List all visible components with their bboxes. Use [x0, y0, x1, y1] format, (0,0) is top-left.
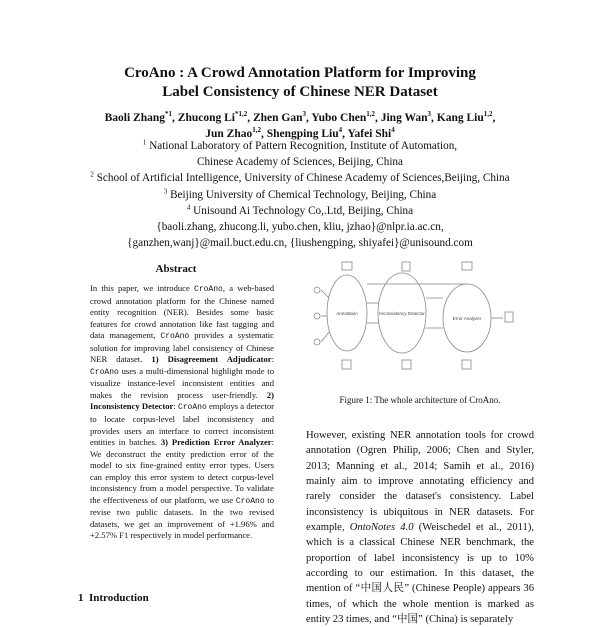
monitor-icon	[342, 262, 352, 270]
author-line-2: Jun Zhao$^{1,2}$, Shengping Liu$^4$, Yafei Shi$^4$	[205, 126, 395, 140]
author-sup: 1,2	[366, 110, 375, 119]
chart-icon	[342, 360, 351, 369]
chart-icon	[462, 360, 471, 369]
feature-title: 3) Prediction Error Analyzer	[160, 437, 272, 448]
platform-name: CroAno	[235, 496, 265, 506]
author-name: Shengping Liu	[266, 128, 339, 140]
feature-title: 1) Disagreement Adjudicator	[151, 354, 272, 365]
intro-paragraph: However, existing NER annotation tools for crowd annotation (Ogren Philip, 2006; Chen and Styler, 2013; Manning et al., 2014; Samih et al., 2016) mainly aim to improve annotating efficiency and rarely consider the dataset's consistency. Label inconsistency is ubiquitous in NER datasets. For example, OntoNotes 4.0 (Weischedel et al., 2011), which is a classical Chinese NER benchmark, the proportion of label inconsistency is up to 10% according to our estimation. In this dataset, the mention of “中国人民” (Chinese People) appears 36 times, of which the whole mention is marked as entity 23 times, and “中国” (China) is separately	[306, 430, 535, 626]
platform-name: CroAno	[90, 367, 119, 377]
author-sup: 4	[338, 126, 343, 135]
architecture-figure	[307, 258, 533, 380]
author-name: Zhen Gan	[252, 112, 303, 124]
affiliation-line: $^4$ Unisound Ai Technology Co,.Ltd, Beijing, China	[186, 203, 414, 217]
platform-name: CroAno	[160, 332, 190, 342]
paper-title	[0, 64, 600, 102]
author-line-1: Baoli Zhang$^{*1}$, Zhucong Li$^{*1,2}$, Zhen Gan$^3$, Yubo Chen$^{1,2}$, Jing Wan$^3$, Kang Liu$^{1,2}$,	[104, 110, 496, 124]
section-heading: 1 Introduction	[78, 592, 149, 604]
author-name: Kang Liu	[436, 112, 484, 124]
author-sup: 3	[302, 110, 307, 119]
document-icon	[505, 312, 513, 322]
author-sup: *1,2	[234, 110, 248, 119]
platform-name: CroAno	[194, 285, 223, 294]
author-sup: 4	[391, 126, 395, 135]
author-sup: 1,2	[483, 110, 493, 119]
affiliation-line: $^1$ National Laboratory of Pattern Recognition, Institute of Automation,	[142, 138, 458, 152]
dataset-name: OntoNotes 4.0	[349, 522, 414, 534]
figure-caption: Figure 1: The whole architecture of CroAno.	[339, 395, 501, 405]
email-line: {ganzhen,wanj}@mail.buct.edu.cn, {liushengping, shiyafei}@unisound.com	[127, 237, 473, 250]
affiliations	[20, 138, 580, 251]
title-line-2: Label Consistency of Chinese NER Dataset	[162, 84, 438, 100]
author-sup: 1,2	[252, 126, 261, 135]
title-line-1: CroAno : A Crowd Annotation Platform for Improving	[124, 65, 476, 81]
author-name: Baoli Zhang	[104, 112, 166, 124]
email-line: {baoli.zhang, zhucong.li, yubo.chen, kliu, jzhao}@nlpr.ia.ac.cn,	[156, 221, 444, 234]
user-icon	[314, 287, 320, 293]
abstract-body: In this paper, we introduce CroAno, a web-based crowd annotation platform for the Chinese named entity recognition (NER). Besides some basic features for crowd annotation like fast tagging and data management, CroAno provides a systematic solution for improving label consistency of Chinese NER dataset. 1) Disagreement Adjudicator: CroAno uses a multi-dimensional highlight mode to visualize instance-level inconsistent entities and makes the revision process user-friendly. 2) Inconsistency Detector: CroAno employs a detector to locate corpus-level label inconsistency and provides users an interface to correct inconsistent entities in batches. 3) Prediction Error Analyzer: We deconstruct the entity prediction error of the model to six fine-grained entity error types. Users can employ this error system to detect corpus-level inconsistency from a model perspective. To validate the effectiveness of our platform, we use CroAno to revise two public datasets. In the two revised datasets, we get an improvement of +1.96% and +2.57% F1 respectively in model performance.	[90, 283, 274, 541]
affiliation-line: $^3$ Beijing University of Chemical Technology, Beijing, China	[163, 186, 437, 201]
figure-label: Inconsistency Detector	[379, 311, 425, 316]
figure-label: Annotation	[336, 311, 358, 316]
figure-label: Error Analyzer	[452, 316, 482, 321]
abstract-heading: Abstract	[155, 263, 197, 275]
platform-name: CroAno	[177, 403, 207, 413]
author-name: Yubo Chen	[311, 112, 367, 124]
author-name: Yafei Shi	[347, 128, 392, 140]
user-icon	[314, 339, 320, 345]
monitor-icon	[462, 262, 472, 270]
author-name: Jing Wan	[380, 112, 428, 124]
document-icon	[402, 262, 410, 271]
affiliation-line: Chinese Academy of Sciences, Beijing, China	[197, 156, 403, 169]
user-icon	[314, 313, 320, 319]
author-sup: *1	[165, 110, 173, 119]
feature-title: 2) Inconsistency Detector	[90, 389, 274, 412]
author-sup: 3	[427, 110, 432, 119]
author-name: Jun Zhao	[205, 128, 253, 140]
chart-icon	[402, 360, 411, 369]
affiliation-line: $^2$ School of Artificial Intelligence, University of Chinese Academy of Sciences,Beijing, China	[90, 170, 510, 185]
author-name: Zhucong Li	[177, 112, 235, 124]
